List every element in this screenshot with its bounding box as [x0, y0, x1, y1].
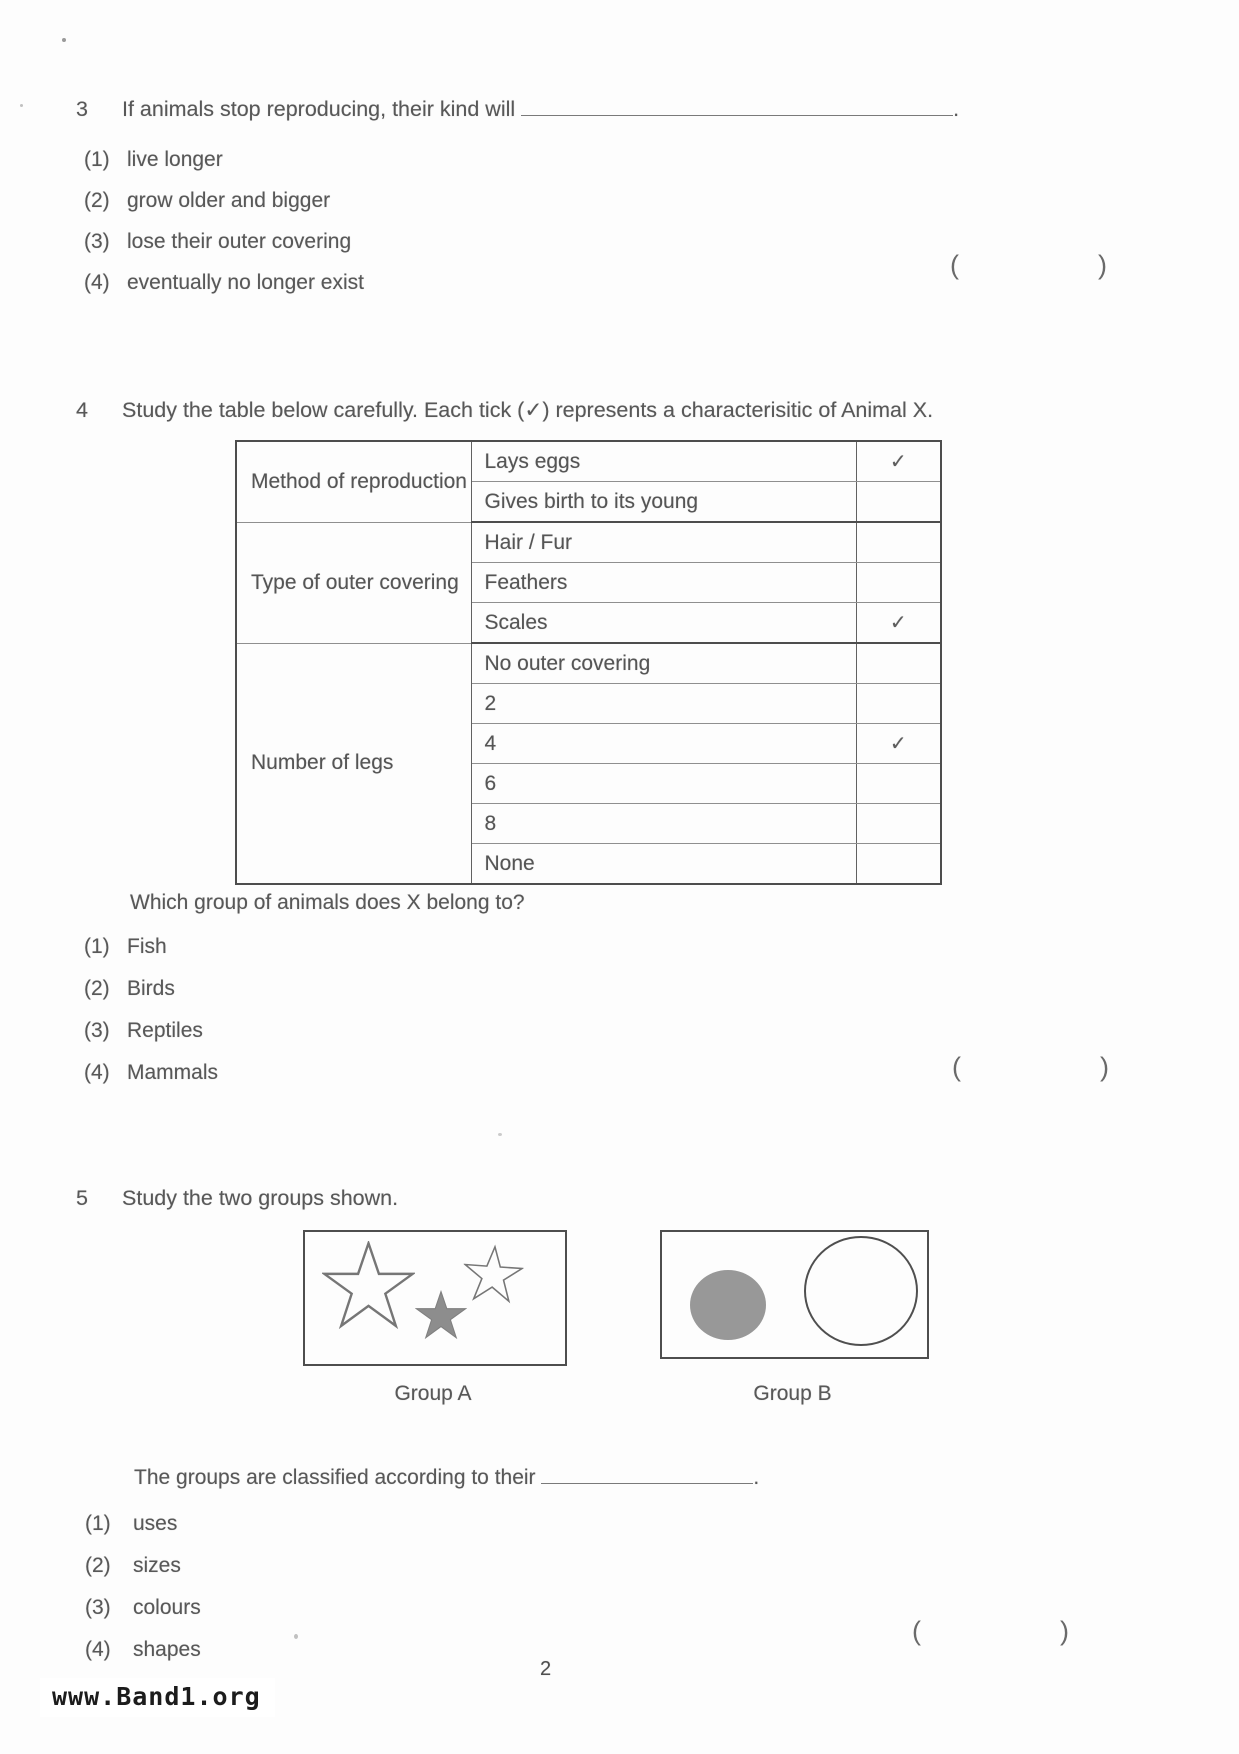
tick-cell: ✓: [856, 441, 941, 482]
option-1: [84, 148, 364, 189]
tick-cell: [856, 804, 941, 844]
option-3: [84, 230, 364, 271]
option-number: (3): [84, 230, 110, 253]
table-row: [236, 441, 941, 482]
tick-cell: ✓: [856, 603, 941, 644]
option-label: Fish: [127, 935, 167, 958]
option-label: colours: [133, 1596, 201, 1619]
answer-bracket-close: ): [1100, 1052, 1109, 1082]
answer-bracket-open: (: [952, 1052, 961, 1082]
outline-circle-icon: [804, 1236, 918, 1346]
question-5-subquestion: [134, 1466, 759, 1490]
scan-artifact: [294, 1634, 298, 1639]
group-b-box: [660, 1230, 929, 1359]
characteristic-cell: Hair / Fur: [471, 522, 856, 563]
option-2: [85, 1554, 201, 1596]
tick-cell: [856, 482, 941, 523]
blank-period: .: [953, 97, 960, 121]
tick-cell: [856, 563, 941, 603]
question-4-line: [76, 398, 933, 423]
option-label: lose their outer covering: [127, 230, 352, 253]
option-label: grow older and bigger: [127, 189, 331, 212]
question-text: Study the two groups shown.: [122, 1186, 399, 1210]
large-outline-star-icon: [322, 1241, 415, 1333]
group-a-box: [303, 1230, 567, 1366]
tick-cell: [856, 764, 941, 804]
option-number: (1): [84, 148, 110, 171]
small-filled-star-icon: [415, 1290, 467, 1342]
watermark: www.Band1.org: [40, 1678, 275, 1717]
characteristic-cell: None: [471, 844, 856, 885]
category-cell: Number of legs: [236, 643, 471, 884]
option-label: Birds: [127, 977, 175, 1000]
question-number: 4: [76, 398, 88, 422]
option-1: [84, 935, 218, 977]
scan-artifact: [62, 38, 66, 42]
option-4: [84, 271, 364, 312]
question-number: 5: [76, 1186, 88, 1210]
answer-bracket-close: ): [1060, 1616, 1069, 1646]
answer-bracket-open: (: [950, 250, 959, 280]
option-number: (4): [84, 1061, 110, 1084]
characteristic-cell: Lays eggs: [471, 441, 856, 482]
characteristic-cell: 4: [471, 724, 856, 764]
filled-circle-icon: [690, 1270, 766, 1340]
answer-blank: [541, 1467, 753, 1484]
option-label: eventually no longer exist: [127, 271, 364, 294]
medium-outline-star-icon: [461, 1242, 525, 1308]
characteristic-cell: 2: [471, 684, 856, 724]
option-label: sizes: [133, 1554, 181, 1577]
option-number: (3): [85, 1596, 111, 1619]
option-2: [84, 977, 218, 1019]
option-number: (2): [85, 1554, 111, 1577]
question-4-subquestion: Which group of animals does X belong to?: [130, 891, 525, 914]
question-4-options: [84, 935, 218, 1103]
option-3: [85, 1596, 201, 1638]
table-row: [236, 522, 941, 563]
characteristic-cell: 6: [471, 764, 856, 804]
option-2: [84, 189, 364, 230]
category-cell: Type of outer covering: [236, 522, 471, 643]
tick-cell: [856, 844, 941, 885]
blank-period: .: [753, 1466, 760, 1489]
option-3: [84, 1019, 218, 1061]
option-number: (4): [85, 1638, 111, 1661]
page-number: 2: [540, 1658, 552, 1680]
tick-cell: [856, 684, 941, 724]
group-b-label: Group B: [753, 1382, 832, 1405]
characteristic-cell: 8: [471, 804, 856, 844]
question-3-line: [76, 97, 959, 122]
tick-cell: ✓: [856, 724, 941, 764]
question-5-options: [85, 1512, 201, 1680]
option-label: uses: [133, 1512, 178, 1535]
option-number: (4): [84, 271, 110, 294]
question-5-line: [76, 1186, 398, 1211]
subquestion-text: The groups are classified according to their: [134, 1466, 536, 1489]
group-a-label: Group A: [394, 1382, 472, 1405]
question-text: If animals stop reproducing, their kind will: [122, 97, 516, 121]
option-1: [85, 1512, 201, 1554]
option-label: shapes: [133, 1638, 201, 1661]
option-4: [84, 1061, 218, 1103]
characteristic-cell: Feathers: [471, 563, 856, 603]
scan-artifact: [498, 1133, 502, 1136]
option-label: Mammals: [127, 1061, 219, 1084]
option-number: (2): [84, 189, 110, 212]
option-number: (1): [85, 1512, 111, 1535]
answer-bracket-open: (: [912, 1616, 921, 1646]
answer-blank: [521, 99, 953, 116]
characteristics-table: [235, 440, 942, 885]
tick-cell: [856, 643, 941, 684]
tick-cell: [856, 522, 941, 563]
question-3-options: [84, 148, 364, 312]
characteristic-cell: Scales: [471, 603, 856, 644]
option-number: (3): [84, 1019, 110, 1042]
answer-bracket-close: ): [1098, 250, 1107, 280]
scan-artifact: [20, 104, 23, 107]
category-cell: Method of reproduction: [236, 441, 471, 522]
option-4: [85, 1638, 201, 1680]
option-label: live longer: [127, 148, 223, 171]
question-number: 3: [76, 97, 88, 121]
option-number: (1): [84, 935, 110, 958]
characteristic-cell: Gives birth to its young: [471, 482, 856, 523]
table-row: [236, 643, 941, 684]
option-number: (2): [84, 977, 110, 1000]
characteristic-cell: No outer covering: [471, 643, 856, 684]
question-text: Study the table below carefully. Each tick (✓) represents a characterisitic of Animal X.: [122, 398, 934, 422]
option-label: Reptiles: [127, 1019, 203, 1042]
